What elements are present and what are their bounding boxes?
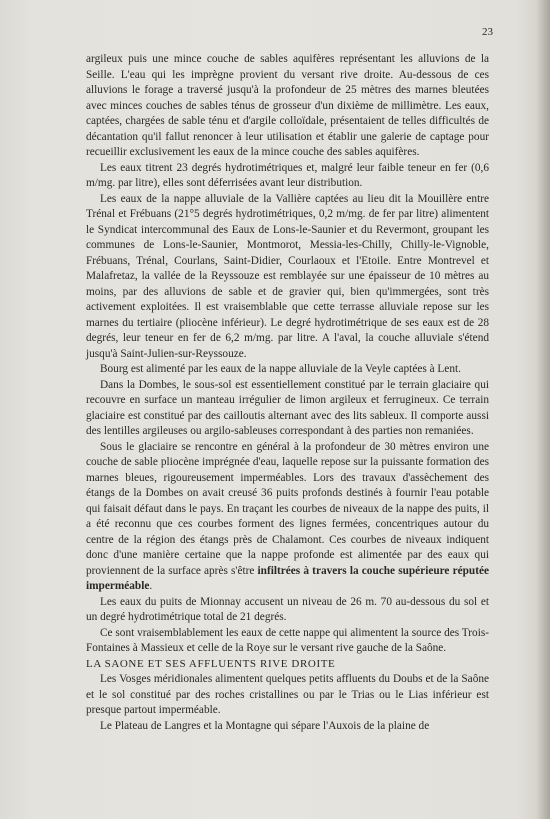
page-edge-shadow	[536, 0, 550, 819]
paragraph: argileux puis une mince couche de sables aquifères représentant les alluvions de la Seille. L'eau qui les imprègne provient du versant rive droite. Au-dessous de ces alluvions le forage a traversé jusqu'à la profondeur de 25 mètres des marnes bleutées avec minces couches de sables ténus de grosseur d'un dixième de millimètre. Les eaux, captées, chargées de sable ténu et d'argile colloïdale, présentaient de telles difficultés de décantation qu'il fallut renoncer à leur utilisation et établir une galerie de captage pour recueillir exclusivement les eaux de la mince couche des sables aquifères.	[86, 53, 489, 158]
paragraph: Bourg est alimenté par les eaux de la nappe alluviale de la Veyle captées à Lent.	[100, 363, 461, 375]
page-body	[86, 52, 489, 734]
paragraph: Les eaux titrent 23 degrés hydrotimétriques et, malgré leur faible teneur en fer (0,6 m/mg. par litre), elles sont déferrisées avant leur distribution.	[86, 161, 489, 189]
paragraph: Le Plateau de Langres et la Montagne qui sépare l'Auxois de la plaine de	[100, 719, 430, 732]
paragraph: Les eaux de la nappe alluviale de la Vallière captées au lieu dit la Mouillère entre Trénal et Frébuans (21°5 degrés hydrotimétriques, 0,2 m/mg. de fer par litre) alimentent le Syndicat intercommunal des Eaux de Lons-le-Saunier et du Revermont, groupant les communes de Lons-le-Saunier, Montmorot, Messia-les-Chilly, Chilly-le-Vignoble, Frébuans, Trénal, Courlans, Saint-Didier, Courlaoux et l'Etoile. Entre Montrevel et Malafretaz, la vallée de la Reyssouze est remblayée sur une épaisseur de 10 mètres au moins, par des alluvions de sable et de gravier qui, bien qu'immergées, sont très activement exploitées. Il est vraisemblable que cette terrasse alluviale repose sur les marnes du tertiaire (pliocène inférieur). Le degré hydrotimétrique de ses eaux est de 28 degrés, leur teneur en fer de 6,2 m/mg. par litre. A l'aval, la couche alluviale s'étend jusqu'à Saint-Julien-sur-Reyssouze.	[86, 192, 489, 360]
page-number: 23	[482, 26, 493, 38]
paragraph-text: .	[149, 580, 153, 592]
paragraph: Ce sont vraisemblablement les eaux de cette nappe qui alimentent la source des Trois-Fontaines à Massieux et celle de la Roye sur le versant rive gauche de la Saône.	[86, 626, 489, 654]
paragraph-text: Sous le glaciaire se rencontre en général à la profondeur de 30 mètres environ une couche de sable pliocène imprégnée d'eau, laquelle repose sur la puissante formation des marnes bleues, rigoureusement imperméables. Lors des travaux d'assèchement des étangs de la Dombes on avait creusé 36 puits profonds destinés à fournir l'eau potable qui faisait défaut dans le pays. En traçant les courbes de niveaux de la nappe des puits, il a été reconnu que ces courbes forment des lignes fermées, concentriques autour du centre de la région des étangs près de Chalamont. Ces courbes de niveaux indiquent donc d'une manière certaine que la nappe profonde est alimentée par des eaux qui proviennent de la surface après s'être	[86, 440, 489, 577]
paragraph: Les Vosges méridionales alimentent quelques petits affluents du Doubs et de la Saône et le sol constitué par des roches cristallines ou par le Trias ou le Lias inférieur est presque partout imperméable.	[86, 673, 489, 716]
paragraph	[86, 440, 489, 595]
section-heading: LA SAONE ET SES AFFLUENTS RIVE DROITE	[86, 657, 336, 670]
paragraph: Dans la Dombes, le sous-sol est essentiellement constitué par le terrain glaciaire qui recouvre en surface un manteau irrégulier de limon argileux et ferrugineux. Ce terrain glaciaire est constitué par des cailloutis alternant avec des lits sableux. Il comporte aussi des lentilles argileuses ou argilo-sableuses correspondant à des parties non remaniées.	[86, 378, 489, 437]
paragraph: Les eaux du puits de Mionnay accusent un niveau de 26 m. 70 au-dessous du sol et un degré hydrotimétrique total de 21 degrés.	[86, 595, 489, 623]
emphasized-text: infiltrées à travers la couche supérieure réputée imperméable	[86, 564, 489, 592]
